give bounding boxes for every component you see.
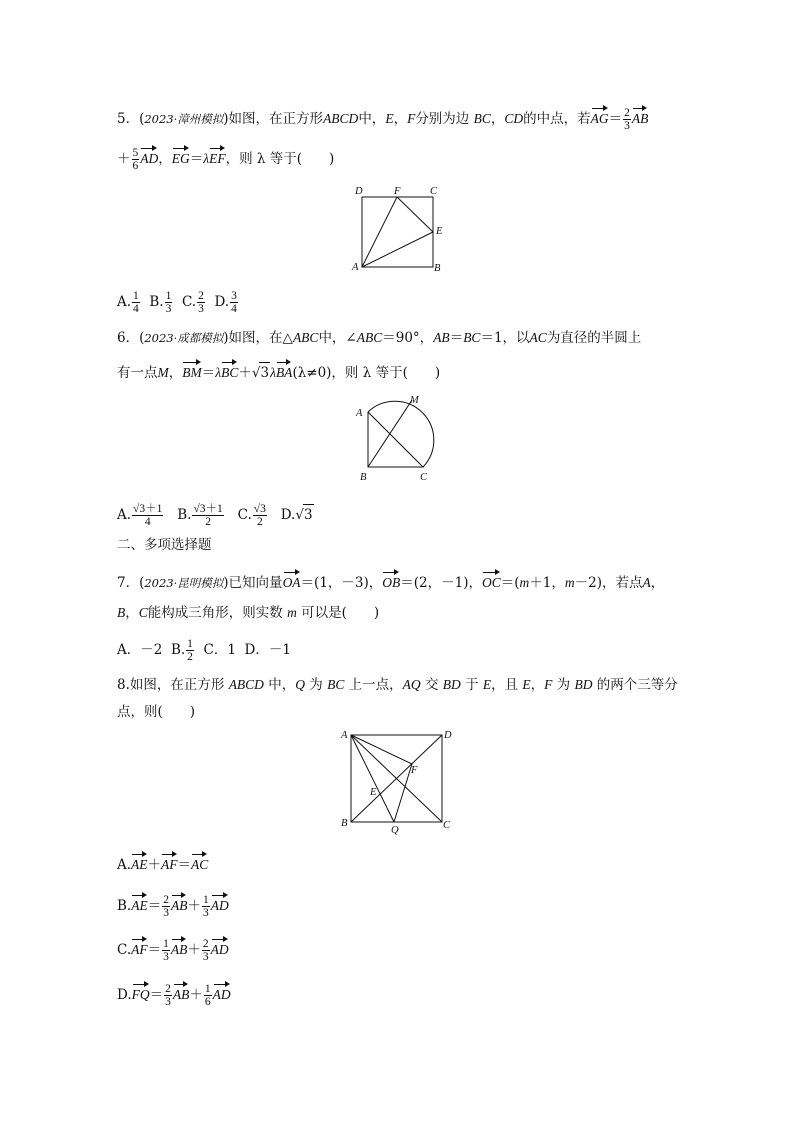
vector-AF: AF	[161, 852, 178, 875]
q8-option-c[interactable]: C.AF＝ $\frac{1}{3}$ AB＋ $\frac{2}{3}$ AD	[117, 938, 229, 963]
q5-options	[117, 290, 239, 315]
label-F: F	[394, 186, 401, 197]
label-B: B	[360, 472, 367, 483]
label-C: C	[430, 186, 438, 197]
q6-semicircle-figure	[350, 392, 450, 484]
vector-AB: AB	[171, 937, 188, 960]
label-Q: Q	[391, 825, 399, 836]
q8-line1: 8.如图，在正方形 ABCD 中，Q 为 BC 上一点，AQ 交 BD 于 E，且 E，F 为 BD 的两个三等分	[117, 677, 678, 693]
vector-OC: OC	[482, 570, 501, 593]
q5-option-b[interactable]: B. $\frac{1}{3}$	[149, 290, 172, 315]
q7-options	[117, 638, 291, 663]
vector-OA: OA	[283, 570, 301, 593]
q8-option-b[interactable]: B.AE＝ $\frac{2}{3}$ AB＋ $\frac{1}{3}$ AD	[117, 894, 229, 919]
q7-line1: 7．(2023·昆明模拟)已知向量OA＝(1，－3)，OB＝(2，－1)，OC＝(m＋1，m－2)，若点A，	[117, 570, 664, 593]
q5-line1: 5．(2023·漳州模拟)如图，在正方形ABCD中，E，F分别为边 BC，CD的中点，若AG＝ $\frac{2}{3}$ AB	[117, 107, 649, 132]
q6-option-c[interactable]: C. $\frac{√3}{2}$	[237, 503, 266, 528]
q7-option-b[interactable]: B. $\frac{1}{2}$	[170, 638, 193, 663]
label-E: E	[370, 787, 377, 798]
vector-AF: AF	[131, 937, 148, 960]
vector-EF: EF	[209, 146, 226, 169]
vector-EG: EG	[172, 146, 190, 169]
q6-line1: 6．(2023·成都模拟)如图，在△ABC中，∠ABC＝90°，AB＝BC＝1，以AC为直径的半圆上	[117, 330, 642, 346]
label-B: B	[434, 263, 441, 274]
vector-AC: AC	[191, 852, 208, 875]
vector-AB: AB	[171, 893, 188, 916]
triangle-ABC	[368, 412, 423, 467]
q6-line2: 有一点M，BM＝λBC＋√3λBA(λ≠0)，则 λ 等于( )	[117, 360, 440, 383]
q5-option-c[interactable]: C. $\frac{2}{3}$	[181, 290, 204, 315]
label-C: C	[420, 472, 428, 483]
vector-AE: AE	[131, 893, 148, 916]
q6-option-b[interactable]: B. $\frac{√3+1}{2}$	[177, 503, 223, 528]
vector-BM: BM	[182, 360, 202, 383]
label-D: D	[444, 730, 452, 741]
vector-BA: BA	[276, 360, 293, 383]
segment-AF	[362, 197, 397, 267]
label-A: A	[341, 730, 348, 741]
q5-line2: ＋ $\frac{5}{6}$ AD，EG＝λEF，则 λ 等于( )	[117, 147, 335, 172]
label-A: A	[356, 408, 363, 419]
vector-AG: AG	[591, 106, 609, 129]
q7-source: 2023·昆明模拟	[144, 576, 224, 590]
fraction: $\frac{5}{6}$	[132, 147, 139, 172]
vector-AD: AD	[211, 937, 229, 960]
q6-option-a[interactable]: A. $\frac{√3+1}{4}$	[117, 503, 163, 528]
square-ABCD	[362, 197, 433, 267]
vector-AD: AD	[213, 982, 231, 1005]
vector-BC: BC	[221, 360, 238, 383]
segment-BM	[368, 400, 412, 467]
vector-AD: AD	[140, 146, 158, 169]
label-F: F	[411, 765, 418, 776]
segment-AF	[351, 735, 412, 764]
q6-options	[117, 503, 314, 528]
segment-AQ	[351, 735, 394, 822]
vector-AD: AD	[211, 893, 229, 916]
section-heading: 二、多项选择题	[117, 537, 212, 553]
q7-line2: B，C能构成三角形，则实数 m 可以是( )	[117, 605, 380, 621]
vector-AB: AB	[173, 982, 190, 1005]
q5-option-d[interactable]: D. $\frac{3}{4}$	[214, 290, 237, 315]
label-D: D	[355, 186, 363, 197]
q8-square-figure	[335, 725, 460, 840]
q8-option-d[interactable]: D.FQ＝ $\frac{2}{3}$ AB＋ $\frac{1}{6}$ AD	[117, 983, 231, 1008]
label-B: B	[341, 818, 348, 829]
semicircle-on-AC	[368, 401, 434, 467]
segment-AE	[362, 232, 433, 267]
q8-line2: 点，则( )	[117, 704, 196, 720]
vector-FQ: FQ	[132, 982, 150, 1005]
q6-source: 2023·成都模拟	[144, 331, 224, 345]
vector-AE: AE	[131, 852, 148, 875]
q5-square-figure	[340, 180, 460, 280]
vector-OB: OB	[382, 570, 400, 593]
label-C: C	[443, 820, 451, 831]
q7-option-a[interactable]: A．－2	[117, 642, 163, 658]
label-M: M	[410, 395, 419, 406]
fraction: $\frac{2}{3}$	[624, 107, 630, 132]
q7-option-d[interactable]: D．－1	[244, 642, 291, 658]
q7-option-c[interactable]: C．1	[203, 642, 236, 658]
label-A: A	[352, 262, 359, 273]
segment-FE	[397, 197, 433, 232]
q8-option-a[interactable]: A.AE＋AF＝AC	[117, 852, 208, 875]
q5-option-a[interactable]: A. $\frac{1}{4}$	[117, 290, 139, 315]
vector-AB: AB	[632, 106, 649, 129]
q6-option-d[interactable]: D.√3	[281, 507, 314, 523]
q5-source: 2023·漳州模拟	[144, 112, 224, 126]
label-E: E	[436, 226, 443, 237]
